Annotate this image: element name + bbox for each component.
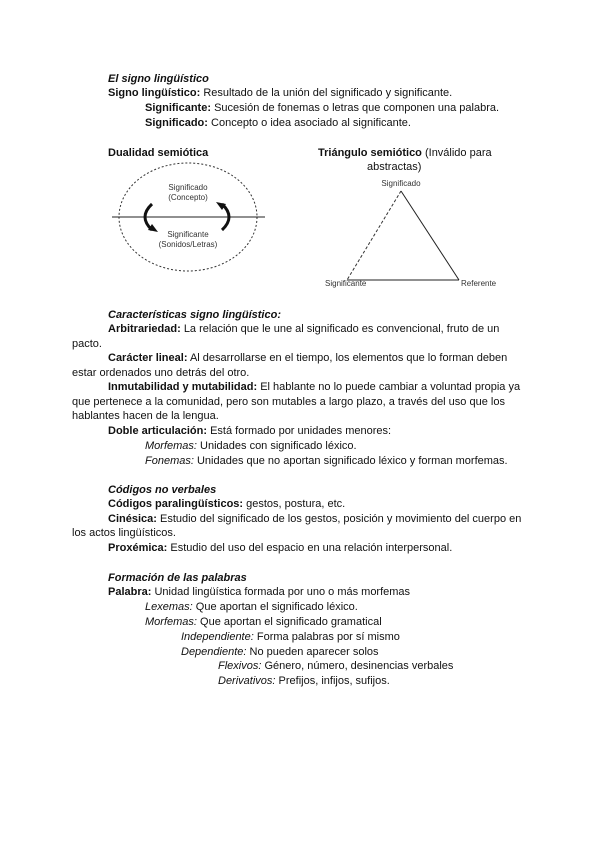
term-text: La relación que le une al significado es convencional, fruto de un <box>183 323 500 335</box>
term-label: Doble articulación: <box>108 425 208 437</box>
triangulo-right-label: Referente <box>461 279 497 288</box>
flexivos-def <box>218 659 453 673</box>
dualidad-bottom-line1: Significante <box>167 230 209 239</box>
triangulo-left-side <box>347 191 401 280</box>
term-label: Flexivos: <box>218 660 262 672</box>
term-label: Signo lingüístico: <box>108 87 201 99</box>
doble-articulacion <box>108 424 391 438</box>
term-text: Unidades con significado léxico. <box>200 440 357 452</box>
term-text: Unidad lingüística formada por uno o más morfemas <box>154 586 411 598</box>
triangulo-title-line2: abstractas) <box>367 161 422 173</box>
term-label: Independiente: <box>181 631 254 643</box>
fonemas-def <box>145 454 508 468</box>
term-text: Género, número, desinencias verbales <box>264 660 454 672</box>
caracter-lineal-line2: estar ordenados uno detrás del otro. <box>72 367 250 379</box>
triangulo-left-label: Significante <box>325 279 367 288</box>
term-label: Morfemas: <box>145 616 197 628</box>
definition-signo <box>108 86 452 100</box>
morfemas-def <box>145 439 357 453</box>
dualidad-title: Dualidad semiótica <box>108 147 209 159</box>
term-label: Significante: <box>145 102 212 114</box>
term-text: Que aportan el significado léxico. <box>195 601 358 613</box>
term-label: Palabra: <box>108 586 152 598</box>
term-text: Sucesión de fonemas o letras que componen una palabra. <box>214 102 500 114</box>
term-text: Que aportan el significado gramatical <box>200 616 382 628</box>
term-text: gestos, postura, etc. <box>246 498 346 510</box>
term-text: El hablante no lo puede cambiar a voluntad propia ya <box>260 381 521 393</box>
paralinguisticos-def <box>108 497 345 511</box>
term-label: Fonemas: <box>145 455 194 467</box>
dualidad-diagram <box>110 160 270 295</box>
term-label: Morfemas: <box>145 440 197 452</box>
morfemas-gram-def <box>145 615 382 629</box>
term-text: Estudio del uso del espacio en una relación interpersonal. <box>170 542 453 554</box>
caracter-lineal-line1 <box>108 351 507 365</box>
term-text: Concepto o idea asociado al significante. <box>211 117 411 129</box>
proxemica-def <box>108 541 452 555</box>
term-label: Lexemas: <box>145 601 193 613</box>
term-text: Estudio del significado de los gestos, posición y movimiento del cuerpo en <box>159 513 522 525</box>
cinesica-line1 <box>108 512 521 526</box>
definition-significante <box>145 101 499 115</box>
independiente-def <box>181 630 400 644</box>
dependiente-def <box>181 645 379 659</box>
dualidad-top-line1: Significado <box>168 183 208 192</box>
term-label: Carácter lineal: <box>108 352 188 364</box>
triangulo-top-label: Significado <box>381 179 421 188</box>
arbitrariedad-line1 <box>108 322 499 336</box>
triangulo-title <box>318 146 492 160</box>
term-label: Cinésica: <box>108 513 157 525</box>
inmutabilidad-line2: que pertenece a la comunidad, pero son mutables a largo plazo, a través del uso que los <box>72 396 505 408</box>
section-heading-formacion: Formación de las palabras <box>108 572 247 584</box>
inmutabilidad-line3: hablantes hacen de la lengua. <box>72 410 219 422</box>
term-text: Resultado de la unión del significado y significante. <box>203 87 453 99</box>
term-text: Unidades que no aportan significado léxico y forman morfemas. <box>196 455 508 467</box>
cinesica-line2: los actos lingüísticos. <box>72 527 176 539</box>
triangulo-title-bold: Triángulo semiótico <box>318 147 422 159</box>
dualidad-bottom-line2: (Sonidos/Letras) <box>158 240 218 249</box>
triangulo-right-side <box>401 191 459 280</box>
section-heading-codigos: Códigos no verbales <box>108 484 217 496</box>
term-label: Proxémica: <box>108 542 168 554</box>
triangulo-diagram <box>325 176 505 290</box>
term-label: Inmutabilidad y mutabilidad: <box>108 381 258 393</box>
term-label: Arbitrariedad: <box>108 323 181 335</box>
term-text: Al desarrollarse en el tiempo, los elementos que lo forman deben <box>189 352 508 364</box>
section-heading-caracteristicas: Características signo lingüístico: <box>108 309 281 321</box>
triangulo-title-rest: (Inválido para <box>424 147 492 159</box>
dualidad-top-line2: (Concepto) <box>168 193 208 202</box>
definition-significado <box>145 116 411 130</box>
term-text: Forma palabras por sí mismo <box>256 631 400 643</box>
term-label: Significado: <box>145 117 208 129</box>
arbitrariedad-line2: pacto. <box>72 338 102 350</box>
lexemas-def <box>145 600 358 614</box>
palabra-def <box>108 585 410 599</box>
term-text: Está formado por unidades menores: <box>210 425 392 437</box>
term-text: No pueden aparecer solos <box>249 646 379 658</box>
term-label: Derivativos: <box>218 675 276 687</box>
inmutabilidad-line1 <box>108 380 520 394</box>
derivativos-def <box>218 674 390 688</box>
term-text: Prefijos, infijos, sufijos. <box>278 675 390 687</box>
term-label: Códigos paralingüísticos: <box>108 498 244 510</box>
section-heading-signo: El signo lingüístico <box>108 73 209 85</box>
term-label: Dependiente: <box>181 646 247 658</box>
